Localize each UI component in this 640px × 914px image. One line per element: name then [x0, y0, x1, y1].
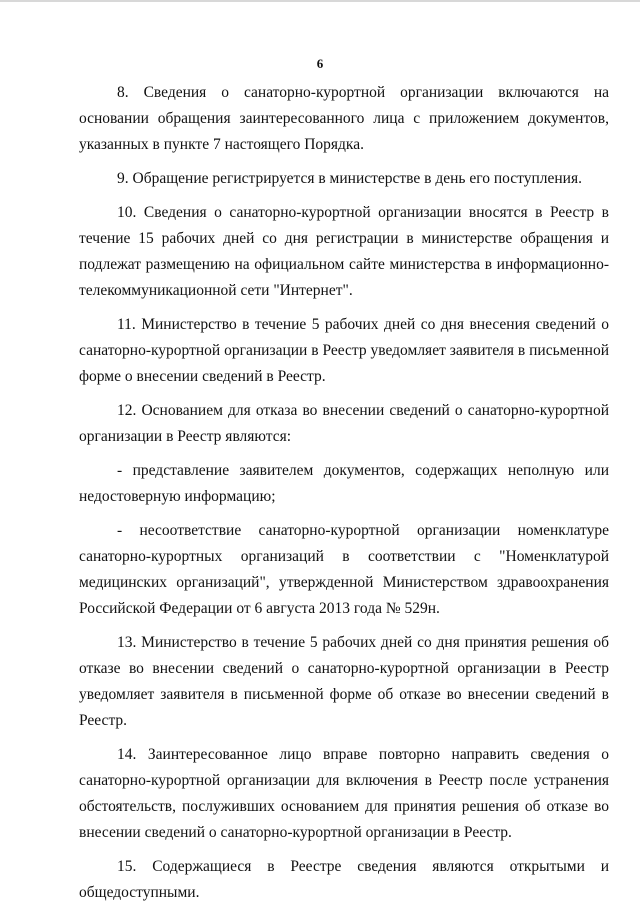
- paragraph-15: 15. Содержащиеся в Реестре сведения являются открытыми и общедоступными.: [79, 858, 609, 901]
- paragraph-8: 8. Сведения о санаторно-курортной организации включаются на основании обращения заинтересованного лица с приложением документов, указанных в пункте 7 настоящего Порядка.: [79, 84, 609, 153]
- page-top-edge: [0, 0, 640, 2]
- page-number: 6: [316, 56, 324, 71]
- paragraph-10: 10. Сведения о санаторно-курортной организации вносятся в Реестр в течение 15 рабочих дней со дня регистрации в министерстве обращения и подлежат размещению на официальном сайте министерства в информационно-телекоммуникационной сети "Интернет".: [79, 204, 609, 299]
- paragraph-12: 12. Основанием для отказа во внесении сведений о санаторно-курортной организации в Реестр являются:: [79, 402, 609, 445]
- list-item-nomenclature-mismatch: - несоответствие санаторно-курортной организации номенклатуре санаторно-курортных организаций в соответствии с "Номенклатурой медицинских организаций", утвержденной Министерством здравоохранения Российской Федерации от 6 августа 2013 года № 529н.: [79, 522, 609, 617]
- paragraph-9: 9. Обращение регистрируется в министерстве в день его поступления.: [117, 170, 582, 187]
- list-item-incomplete-info: - представление заявителем документов, содержащих неполную или недостоверную информацию;: [79, 462, 609, 505]
- paragraph-13: 13. Министерство в течение 5 рабочих дней со дня принятия решения об отказе во внесении сведений о санаторно-курортной организации в Реестр уведомляет заявителя в письменной форме об отказе во внесении сведений в Реестр.: [79, 634, 609, 729]
- paragraph-11: 11. Министерство в течение 5 рабочих дней со дня внесения сведений о санаторно-курортной организации в Реестр уведомляет заявителя в письменной форме о внесении сведений в Реестр.: [79, 316, 609, 385]
- paragraph-14: 14. Заинтересованное лицо вправе повторно направить сведения о санаторно-курортной организации для включения в Реестр после устранения обстоятельств, послуживших основанием для принятия решения об отказе во внесении сведений о санаторно-курортной организации в Реестр.: [79, 746, 609, 841]
- document-body: [79, 80, 609, 914]
